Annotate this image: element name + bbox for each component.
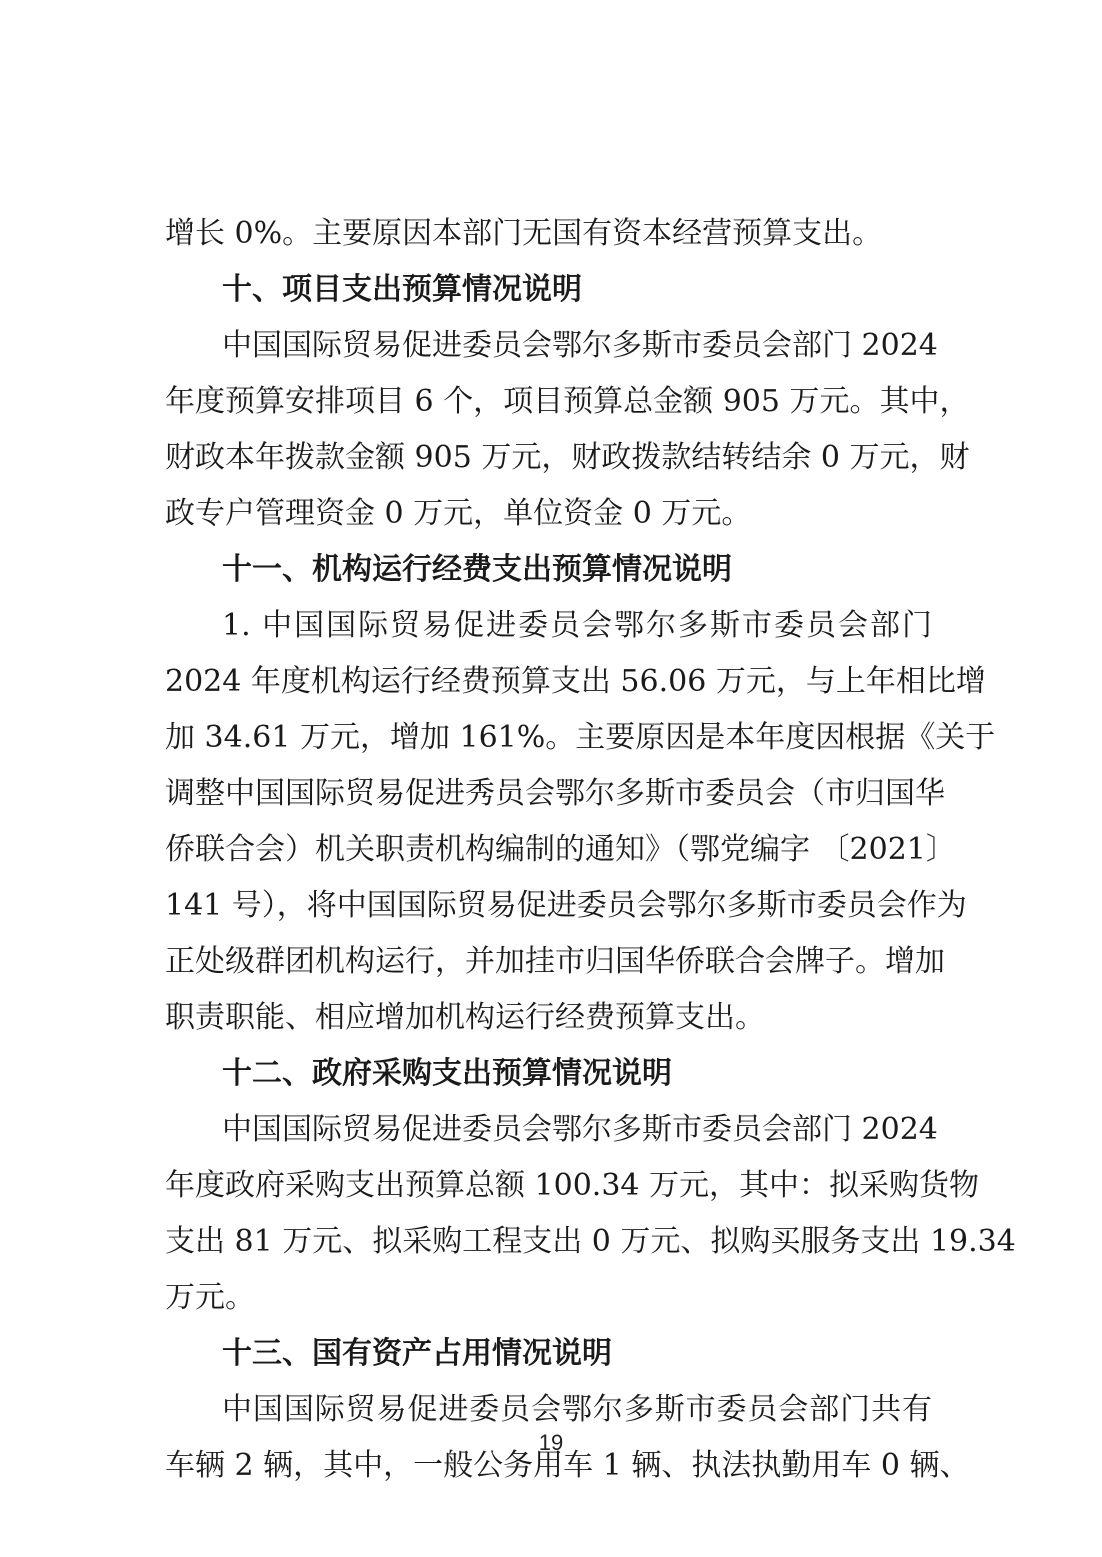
section-heading-12: [0, 990, 1102, 1091]
line-text: 财政本年拨款金额 905 万元，财政拨款结转结余 0 万元，财: [165, 440, 970, 475]
paragraph-line: [0, 1046, 1102, 1147]
paragraph-line: [0, 598, 1102, 699]
line-text: 1. 中国国际贸易促进委员会鄂尔多斯市委员会部门: [222, 608, 932, 643]
line-text: 正处级群团机构运行，并加挂市归国华侨联合会牌子。增加: [165, 944, 945, 979]
heading-text: 十一、机构运行经费支出预算情况说明: [222, 552, 732, 587]
line-text: 2024 年度机构运行经费预算支出 56.06 万元，与上年相比增: [165, 664, 986, 699]
line-text: 中国国际贸易促进委员会鄂尔多斯市委员会部门 2024: [222, 1112, 938, 1147]
paragraph-line: [0, 934, 1102, 1035]
line-text: 中国国际贸易促进委员会鄂尔多斯市委员会部门 2024: [222, 328, 938, 363]
heading-text: 十三、国有资产占用情况说明: [222, 1336, 612, 1371]
paragraph-line: [0, 766, 1102, 867]
line-text: 车辆 2 辆，其中，一般公务用车 1 辆、执法执勤用车 0 辆、: [165, 1448, 970, 1483]
heading-text: 十、项目支出预算情况说明: [222, 272, 582, 307]
line-text: 中国国际贸易促进委员会鄂尔多斯市委员会部门共有: [222, 1392, 932, 1427]
paragraph-line: [0, 374, 1102, 475]
line-text: 年度预算安排项目 6 个，项目预算总金额 905 万元。其中，: [165, 384, 970, 419]
section-heading-13: [0, 1270, 1102, 1371]
paragraph-line: [0, 654, 1102, 755]
page-number: 19: [538, 1430, 564, 1455]
line-text: 141 号），将中国国际贸易促进委员会鄂尔多斯市委员会作为: [165, 888, 967, 923]
line-text: 侨联合会）机关职责机构编制的通知》（鄂党编字 〔2021〕: [165, 832, 956, 867]
line-text: 增长 0%。主要原因本部门无国有资本经营预算支出。: [165, 216, 883, 251]
paragraph-line: [0, 318, 1102, 419]
line-text: 政专户管理资金 0 万元，单位资金 0 万元。: [165, 496, 752, 531]
paragraph-line: [0, 1326, 1102, 1427]
heading-text: 十二、政府采购支出预算情况说明: [222, 1056, 672, 1091]
paragraph-line: [0, 710, 1102, 811]
section-heading-10: [0, 206, 1102, 307]
paragraph-line: [0, 822, 1102, 923]
paragraph-line: [0, 430, 1102, 531]
line-text: 万元。: [165, 1280, 255, 1315]
line-text: 年度政府采购支出预算总额 100.34 万元，其中：拟采购货物: [165, 1168, 980, 1203]
line-text: 支出 81 万元、拟采购工程支出 0 万元、拟购买服务支出 19.34: [165, 1224, 1016, 1259]
paragraph-line: [0, 1158, 1102, 1259]
line-text: 职责职能、相应增加机构运行经费预算支出。: [165, 1000, 765, 1035]
section-heading-11: [0, 486, 1102, 587]
paragraph-line: [0, 1214, 1102, 1315]
paragraph-line: [0, 262, 1102, 363]
line-text: 加 34.61 万元，增加 161%。主要原因是本年度因根据《关于: [165, 720, 996, 755]
paragraph-line: [0, 150, 1102, 251]
line-text: 调整中国国际贸易促进秀员会鄂尔多斯市委员会（市归国华: [165, 776, 945, 811]
paragraph-line: [0, 878, 1102, 979]
paragraph-line: [0, 542, 1102, 643]
paragraph-line: [0, 1102, 1102, 1203]
